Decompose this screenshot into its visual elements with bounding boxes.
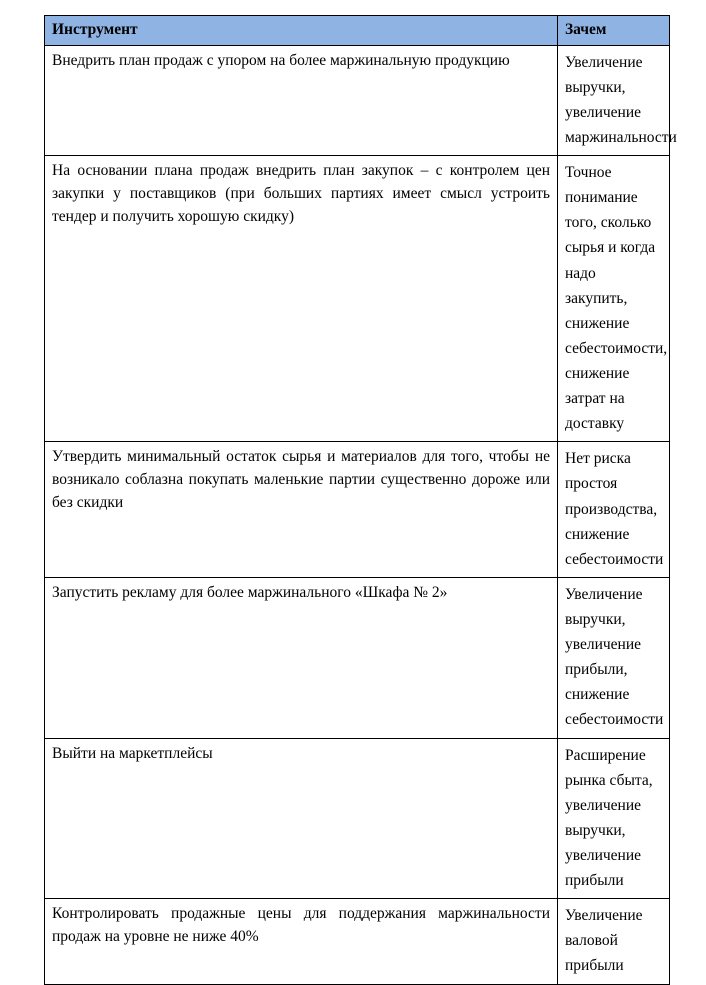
tools-table: [44, 15, 677, 985]
cell-tool: Контролировать продажные цены для поддержания маржинальности продаж на уровне не ниже 40%: [45, 899, 558, 984]
column-header-tool: Инструмент: [45, 16, 558, 46]
cell-why-line: снижение затрат на доставку: [565, 365, 630, 433]
cell-why-line: Увеличение валовой прибыли: [565, 907, 643, 975]
cell-why: [558, 899, 670, 984]
cell-why: [558, 156, 670, 442]
cell-why: [558, 45, 677, 155]
cell-why-line: Расширение рынка сбыта,: [565, 746, 653, 789]
table-row: [45, 577, 670, 738]
cell-why-line: снижение себестоимости,: [565, 314, 668, 357]
cell-why: [558, 577, 670, 738]
cell-tool: Выйти на маркетплейсы: [45, 738, 558, 899]
cell-why-line: Увеличение выручки,: [565, 585, 643, 628]
table-header: [45, 16, 670, 46]
cell-tool: Утвердить минимальный остаток сырья и материалов для того, чтобы не возникало соблазна покупать маленькие партии существенно дороже или без скидки: [45, 442, 558, 578]
table-row: [45, 899, 670, 984]
table-body: [45, 45, 677, 984]
cell-why: [558, 442, 670, 578]
cell-why-line: Увеличение выручки,: [565, 53, 643, 96]
table-row: [45, 442, 670, 578]
table-row: [45, 156, 670, 442]
table-row: [45, 45, 670, 155]
cell-why-line: снижение себестоимости: [565, 525, 664, 568]
cell-why-line: увеличение маржинальности: [565, 103, 677, 147]
table-header-row: [45, 16, 670, 46]
cell-why-line: увеличение прибыли: [565, 846, 642, 890]
column-header-why: Зачем: [558, 16, 670, 46]
cell-why-line: Точное понимание того, сколько сырья и когда надо закупить,: [565, 164, 656, 307]
tools-table-container: [44, 15, 677, 985]
cell-why-line: снижение себестоимости: [565, 686, 664, 729]
cell-why-line: Нет риска простоя производства,: [565, 450, 658, 518]
cell-tool: Внедрить план продаж с упором на более маржинальную продукцию: [45, 45, 558, 155]
table-row: [45, 738, 670, 899]
cell-why-line: увеличение выручки,: [565, 796, 642, 839]
cell-tool: Запустить рекламу для более маржинального «Шкафа № 2»: [45, 577, 558, 738]
cell-tool: На основании плана продаж внедрить план закупок – с контролем цен закупки у поставщиков (при больших партиях имеет смысл устроить тендер и получить хорошую скидку): [45, 156, 558, 442]
cell-why: [558, 738, 670, 899]
cell-why-line: увеличение прибыли,: [565, 636, 642, 679]
